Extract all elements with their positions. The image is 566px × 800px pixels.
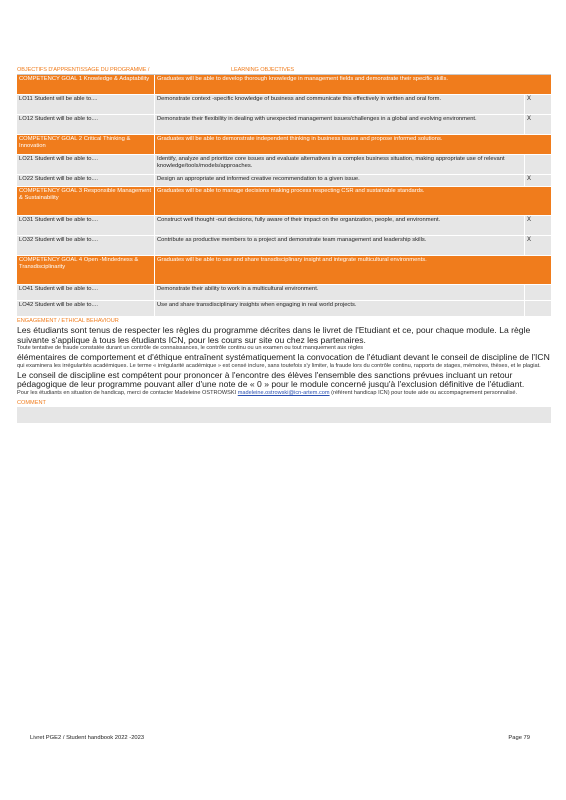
objectives-header [17, 66, 551, 75]
competency-title: COMPETENCY GOAL 4 Open -Mindedness & Transdisciplinarity [17, 256, 155, 284]
objective-code: LO41 Student will be able to.... [17, 285, 155, 300]
objective-row [17, 285, 551, 301]
objective-text: Demonstrate context -specific knowledge of business and communicate this effectively in written and oral form. [155, 95, 525, 114]
objective-mark [525, 301, 551, 316]
objective-mark: X [527, 237, 532, 243]
header-left: OBJECTIFS D'APPRENTISSAGE DU PROGRAMME / [17, 67, 150, 73]
objective-text: Use and share transdisciplinary insights when engaging in real world projects. [155, 301, 525, 316]
engagement-title: ENGAGEMENT / ETHICAL BEHAVIOUR [17, 318, 119, 324]
objective-text: Identify, analyze and prioritize core issues and evaluate alternatives in a complex business situation, making appropriate use of relevant knowledge/tools/models/approaches. [155, 155, 525, 174]
objective-text: Design an appropriate and informed creative recommendation to a given issue. [155, 175, 525, 186]
objective-code: LO12 Student will be able to.... [17, 115, 155, 134]
objective-mark [525, 155, 551, 174]
engagement-paragraph-1: Les étudiants sont tenus de respecter les règles du programme décrites dans le livret de l'Etudiant et ce, pour chaque module. La règle suivante s'applique à tous les étudiants ICN, pour les cours sur site ou chez les partenaires. [17, 325, 531, 345]
handbook-page [17, 66, 551, 423]
objective-code: LO32 Student will be able to.... [17, 236, 155, 255]
objective-row [17, 301, 551, 317]
objective-code: LO11 Student will be able to.... [17, 95, 155, 114]
competency-row-4 [17, 256, 551, 285]
engagement-paragraph-2: élémentaires de comportement et d'éthique entraînent systématiquement la convocation de l'étudiant devant le conseil de discipline de l'ICN [17, 352, 550, 362]
objective-code: LO22 Student will be able to.... [17, 175, 155, 186]
objective-row [17, 216, 551, 236]
objective-code: LO42 Student will be able to.... [17, 301, 155, 316]
objective-code: LO21 Student will be able to.... [17, 155, 155, 174]
comment-box [17, 407, 551, 423]
disability-contact-text-end: (référent handicap ICN) pour toute aide ou accompagnement personnalisé. [331, 389, 518, 396]
objective-row [17, 175, 551, 187]
competency-row-3 [17, 187, 551, 216]
competency-title: COMPETENCY GOAL 1 Knowledge & Adaptability [17, 75, 155, 94]
footer-left: Livret PGE2 / Student handbook 2022 -2023 [30, 735, 145, 741]
competency-summary: Graduates will be able to manage decisions making process respecting CSR and sustainable standards. [157, 188, 425, 194]
objective-text: Construct well thought -out decisions, fully aware of their impact on the organization, people, and environment. [155, 216, 525, 235]
objective-mark: X [527, 96, 532, 102]
competency-summary: Graduates will be able to develop thorough knowledge in management fields and demonstrate their specific skills. [157, 76, 448, 82]
header-right: LEARNING OBJECTIVES [231, 67, 295, 73]
competency-title: COMPETENCY GOAL 2 Critical Thinking & Innovation [17, 135, 155, 154]
page-number: Page 79 [508, 735, 530, 741]
objective-mark: X [527, 217, 532, 223]
objective-row [17, 155, 551, 175]
engagement-paragraph-2-small: Toute tentative de fraude constatée durant un contrôle de connaissances, le contrôle continu ou un examen ou tout manquement aux règles [17, 345, 364, 351]
objective-code: LO31 Student will be able to.... [17, 216, 155, 235]
engagement-paragraph-4: Le conseil de discipline est compétent pour prononcer à l'encontre des élèves l'ensemble des sanctions prévues incluant un retour pédagogique de leur programme pouvant aller d'une note de « 0 » pour le module concerné jusqu'à l'exclusion définitive de l'étudiant. [17, 369, 525, 389]
objective-mark: X [527, 116, 532, 122]
objective-row [17, 115, 551, 135]
contact-email-link[interactable]: madeleine.ostrowski@icn-artem.com [237, 389, 330, 396]
competency-row-1 [17, 75, 551, 95]
engagement-paragraph-5 [17, 390, 551, 397]
objective-mark: X [527, 176, 532, 182]
competency-summary: Graduates will be able to demonstrate independent thinking in business issues and propose informed solutions. [157, 136, 443, 142]
objective-text: Contribute as productive members to a project and demonstrate team management and leadership skills. [155, 236, 525, 255]
comment-title: COMMENT [17, 399, 46, 406]
objective-mark [525, 285, 551, 300]
disability-contact-text: Pour les étudiants en situation de handicap, merci de contacter Madeleine OSTROWSKI [17, 389, 237, 396]
competency-title: COMPETENCY GOAL 3 Responsible Management & Sustainability [17, 187, 155, 215]
competency-summary: Graduates will be able to use and share transdisciplinary insight and integrate multicultural environments. [157, 257, 427, 263]
objective-row [17, 236, 551, 256]
objective-row [17, 95, 551, 115]
objective-text: Demonstrate their flexibility in dealing with unexpected management issues/challenges in a global and evolving environment. [155, 115, 525, 134]
objective-text: Demonstrate their ability to work in a multicultural environment. [155, 285, 525, 300]
competency-row-2 [17, 135, 551, 155]
page-footer [30, 735, 530, 741]
engagement-paragraph-3: qui examinera les irrégularités académiques. Le terme « irrégularité académique » est censé inclure, sans toutefois s'y limiter, la fraude lors du contrôle continu, rapports de stages, mémoires, thèses, et le plagiat. [17, 362, 541, 369]
